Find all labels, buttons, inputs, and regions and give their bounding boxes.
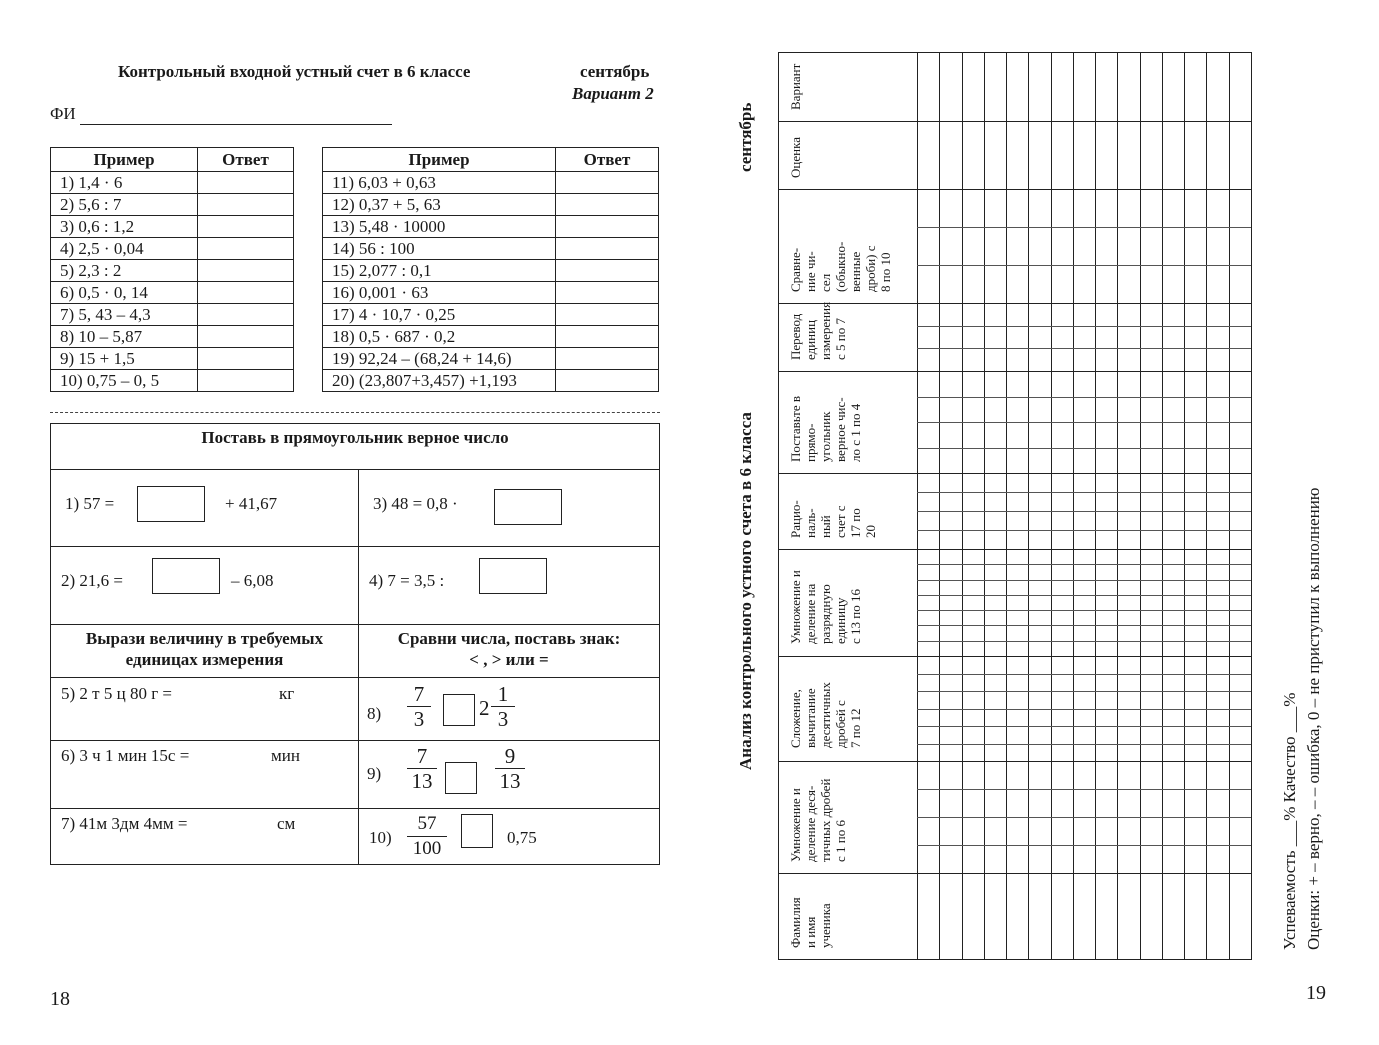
task-7-text: 7) 41м 3дм 4мм = xyxy=(61,814,188,833)
table-row xyxy=(51,282,294,304)
answer-cell[interactable] xyxy=(198,260,294,282)
task-5-unit: кг xyxy=(279,684,295,703)
answer-cell[interactable] xyxy=(556,260,659,282)
page-number-left: 18 xyxy=(50,988,70,1010)
page-number-right: 19 xyxy=(1306,982,1326,1004)
example-cell: 18) 0,5 · 687 · 0,2 xyxy=(323,326,556,348)
task-8-fraction-1: $\frac{7}{3}$ xyxy=(407,682,431,731)
column-header xyxy=(788,779,848,862)
task-6-unit: мин xyxy=(271,746,300,765)
answer-cell[interactable] xyxy=(198,282,294,304)
example-cell: 8) 10 – 5,87 xyxy=(51,326,198,348)
answer-cell[interactable] xyxy=(556,282,659,304)
grid-line xyxy=(917,53,918,959)
task-10-label: 10) xyxy=(369,828,392,847)
task-3-answer-box[interactable] xyxy=(494,489,562,525)
legend-line: Оценки: + – верно, – – ошибка, 0 – не приступил к выполнению xyxy=(1304,487,1323,950)
examples-table-2 xyxy=(322,147,659,392)
grid-line xyxy=(1006,53,1007,959)
column-header-line: 8 по 10 xyxy=(878,252,893,292)
answer-header: Ответ xyxy=(198,148,294,172)
task-8-label: 8) xyxy=(367,704,382,723)
column-header-line: Перевод xyxy=(788,313,803,360)
column-header-line: счет с xyxy=(833,505,848,538)
task-4-answer-box[interactable] xyxy=(479,558,547,594)
examples-table-1 xyxy=(50,147,294,392)
answer-cell[interactable] xyxy=(198,216,294,238)
grid-line xyxy=(1140,53,1141,959)
grid-line xyxy=(917,348,1251,349)
table-row xyxy=(323,304,659,326)
example-cell: 9) 15 + 1,5 xyxy=(51,348,198,370)
column-header-line: единиц xyxy=(803,319,818,360)
column-header-line: венные xyxy=(848,251,863,292)
example-cell: 6) 0,5 · 0, 14 xyxy=(51,282,198,304)
task-1-answer-box[interactable] xyxy=(137,486,205,522)
table-row xyxy=(323,370,659,392)
grid-line xyxy=(1206,53,1207,959)
task-1-text: 1) 57 = xyxy=(65,494,115,513)
grid-line xyxy=(917,511,1251,512)
grid-line xyxy=(1117,53,1118,959)
column-header-line: верное чис- xyxy=(833,397,848,462)
column-header-line: Поставьте в xyxy=(788,395,803,462)
grid-line xyxy=(779,473,1251,474)
column-header-line: и имя xyxy=(803,916,818,948)
example-cell: 16) 0,001 · 63 xyxy=(323,282,556,304)
column-header-line: с 13 по 16 xyxy=(848,589,863,644)
column-header-line: Умножение и xyxy=(788,570,803,644)
task-9-label: 9) xyxy=(367,764,382,783)
task-8-sign-box[interactable] xyxy=(443,694,475,726)
table-row xyxy=(323,260,659,282)
task-5-text: 5) 2 т 5 ц 80 г = xyxy=(61,684,172,703)
grid-line xyxy=(1229,53,1230,959)
grid-line xyxy=(1184,53,1185,959)
example-cell: 14) 56 : 100 xyxy=(323,238,556,260)
task-6-text: 6) 3 ч 1 мин 15с = xyxy=(61,746,190,765)
grid-line xyxy=(1051,53,1052,959)
column-header-line: (обыкно- xyxy=(833,241,848,292)
example-cell: 10) 0,75 – 0, 5 xyxy=(51,370,198,392)
grid-line xyxy=(779,121,1251,122)
table-row xyxy=(51,304,294,326)
box-heading: Поставь в прямоугольник верное число xyxy=(201,428,509,447)
task-4-text: 4) 7 = 3,5 : xyxy=(369,571,445,590)
answer-cell[interactable] xyxy=(556,326,659,348)
grid-line xyxy=(779,656,1251,657)
grid-line xyxy=(917,641,1251,642)
column-header xyxy=(788,500,878,538)
column-header-line: 7 по 12 xyxy=(848,708,863,748)
task-9-sign-box[interactable] xyxy=(445,762,477,794)
column-header-line: ученика xyxy=(818,903,833,948)
grid-line xyxy=(917,564,1251,565)
answer-cell[interactable] xyxy=(556,216,659,238)
column-header-line: Сложение, xyxy=(788,689,803,748)
table-row xyxy=(51,216,294,238)
grid-line xyxy=(917,817,1251,818)
task-10-value: 0,75 xyxy=(507,828,537,847)
task-2-text-2: – 6,08 xyxy=(231,571,274,590)
name-label: ФИ xyxy=(50,104,76,123)
grid-line xyxy=(1073,53,1074,959)
column-header-line: прямо- xyxy=(803,423,818,462)
answer-cell[interactable] xyxy=(198,370,294,392)
column-header-line: 20 xyxy=(863,525,878,538)
task-2-answer-box[interactable] xyxy=(152,558,220,594)
example-header: Пример xyxy=(323,148,556,172)
grid-line xyxy=(917,610,1251,611)
grid-line xyxy=(917,492,1251,493)
table-row xyxy=(323,326,659,348)
column-header-line: угольник xyxy=(818,411,833,462)
table-row xyxy=(323,282,659,304)
column-header-line: Оценка xyxy=(788,137,803,178)
convert-heading: Вырази величину в требуемых единицах измерения xyxy=(85,629,324,669)
summary-line: Успеваемость ___% Качество ___% xyxy=(1280,692,1299,950)
example-cell: 3) 0,6 : 1,2 xyxy=(51,216,198,238)
grid-line xyxy=(917,265,1251,266)
column-header-line: дробей с xyxy=(833,700,848,748)
grid-line xyxy=(917,691,1251,692)
grid-line xyxy=(984,53,985,959)
column-header xyxy=(788,682,863,748)
answer-cell[interactable] xyxy=(198,194,294,216)
grid-line xyxy=(917,580,1251,581)
grid-line xyxy=(917,709,1251,710)
column-header-line: тичных дробей xyxy=(818,778,833,862)
column-header-line: Рацио- xyxy=(788,500,803,538)
column-header-line: десятичных xyxy=(818,682,833,748)
column-header-line: Сравне- xyxy=(788,247,803,292)
example-cell: 11) 6,03 + 0,63 xyxy=(323,172,556,194)
table-row xyxy=(51,194,294,216)
task-8-whole: 2 xyxy=(479,696,490,720)
task-2-text: 2) 21,6 = xyxy=(61,571,123,590)
example-cell: 19) 92,24 – (68,24 + 14,6) xyxy=(323,348,556,370)
column-header-line: Умножение и xyxy=(788,788,803,862)
task-3-text: 3) 48 = 0,8 · xyxy=(373,494,458,513)
grid-line xyxy=(917,726,1251,727)
grid-line xyxy=(917,448,1251,449)
answer-cell[interactable] xyxy=(198,326,294,348)
column-header-line: деление на xyxy=(803,583,818,644)
table-row xyxy=(51,326,294,348)
grid-line xyxy=(917,789,1251,790)
page-title: Контрольный входной устный счет в 6 классе xyxy=(118,62,471,81)
compare-heading: Сравни числа, поставь знак: < , > или = xyxy=(397,629,621,669)
column-header-line: Вариант xyxy=(788,63,803,110)
grid-line xyxy=(939,53,940,959)
grid-line xyxy=(1095,53,1096,959)
answer-cell[interactable] xyxy=(198,172,294,194)
column-header-line: наль- xyxy=(803,508,818,538)
column-header xyxy=(788,137,803,178)
grid-line xyxy=(917,326,1251,327)
table-row xyxy=(323,216,659,238)
month-label: сентябрь xyxy=(580,62,650,81)
column-header xyxy=(788,396,863,462)
grid-line xyxy=(779,371,1251,372)
example-header: Пример xyxy=(51,148,198,172)
tasks-box xyxy=(50,423,660,865)
column-header xyxy=(788,64,803,110)
grid-line xyxy=(917,674,1251,675)
grid-line xyxy=(917,744,1251,745)
task-10-fraction: $\frac{57}{100}$ xyxy=(407,812,447,861)
task-8-fraction-2: $\frac{1}{3}$ xyxy=(491,682,515,731)
column-header-line: деление деся- xyxy=(803,785,818,862)
table-row xyxy=(51,172,294,194)
example-cell: 12) 0,37 + 5, 63 xyxy=(323,194,556,216)
answer-cell[interactable] xyxy=(556,348,659,370)
answer-cell[interactable] xyxy=(556,304,659,326)
column-header-line: ный xyxy=(818,515,833,538)
example-cell: 5) 2,3 : 2 xyxy=(51,260,198,282)
answer-header: Ответ xyxy=(556,148,659,172)
column-header-line: дроби) с xyxy=(863,245,878,292)
grid-line xyxy=(779,761,1251,762)
grid-line xyxy=(1028,53,1029,959)
example-cell: 7) 5, 43 – 4,3 xyxy=(51,304,198,326)
task-9-fraction-1: $\frac{7}{13}$ xyxy=(407,744,437,793)
table-row xyxy=(51,370,294,392)
answer-cell[interactable] xyxy=(556,370,659,392)
example-cell: 15) 2,077 : 0,1 xyxy=(323,260,556,282)
column-header-line: Фамилия xyxy=(788,897,803,948)
column-header-line: 17 по xyxy=(848,508,863,538)
column-header-line: разрядную xyxy=(818,584,833,644)
example-cell: 2) 5,6 : 7 xyxy=(51,194,198,216)
column-header-line: вычитание xyxy=(803,688,818,748)
example-cell: 4) 2,5 · 0,04 xyxy=(51,238,198,260)
table-row xyxy=(323,348,659,370)
grid-line xyxy=(917,845,1251,846)
example-cell: 13) 5,48 · 10000 xyxy=(323,216,556,238)
column-header-line: с 5 по 7 xyxy=(833,318,848,360)
name-field[interactable] xyxy=(80,124,392,125)
grid-line xyxy=(917,227,1251,228)
grid-line xyxy=(917,530,1251,531)
grid-line xyxy=(917,625,1251,626)
table-row xyxy=(323,238,659,260)
table-row xyxy=(51,238,294,260)
column-header xyxy=(788,570,863,644)
grid-line xyxy=(779,873,1251,874)
column-header-line: ло с 1 по 4 xyxy=(848,403,863,462)
task-1-text-2: + 41,67 xyxy=(225,494,278,513)
column-header-line: единицу xyxy=(833,597,848,644)
table-row xyxy=(323,194,659,216)
answer-cell[interactable] xyxy=(198,238,294,260)
example-cell: 20) (23,807+3,457) +1,193 xyxy=(323,370,556,392)
task-10-sign-box[interactable] xyxy=(461,814,493,848)
variant-label: Вариант 2 xyxy=(572,84,654,103)
answer-cell[interactable] xyxy=(556,194,659,216)
analysis-title: Анализ контрольного устного счета в 6 класса xyxy=(736,412,755,770)
table-row xyxy=(51,260,294,282)
grid-line xyxy=(917,595,1251,596)
grid-line xyxy=(962,53,963,959)
table-row xyxy=(323,172,659,194)
grid-line xyxy=(917,422,1251,423)
task-9-fraction-2: $\frac{9}{13}$ xyxy=(495,744,525,793)
example-cell: 1) 1,4 · 6 xyxy=(51,172,198,194)
column-header-line: с 1 по 6 xyxy=(833,820,848,862)
task-7-unit: см xyxy=(277,814,296,833)
grid-line xyxy=(779,549,1251,550)
grid-line xyxy=(779,189,1251,190)
column-header-line: измерения xyxy=(818,301,833,360)
answer-cell[interactable] xyxy=(198,304,294,326)
answer-cell[interactable] xyxy=(198,348,294,370)
cut-line xyxy=(50,412,660,413)
grid-line xyxy=(779,303,1251,304)
answer-cell[interactable] xyxy=(556,172,659,194)
answer-cell[interactable] xyxy=(556,238,659,260)
column-header xyxy=(788,302,848,360)
analysis-month: сентябрь xyxy=(736,102,755,172)
example-cell: 17) 4 · 10,7 · 0,25 xyxy=(323,304,556,326)
column-header xyxy=(788,242,893,292)
column-header xyxy=(788,897,833,948)
grid-line xyxy=(917,397,1251,398)
grid-line xyxy=(1162,53,1163,959)
column-header-line: сел xyxy=(818,273,833,292)
column-header-line: ние чи- xyxy=(803,251,818,292)
table-row xyxy=(51,348,294,370)
